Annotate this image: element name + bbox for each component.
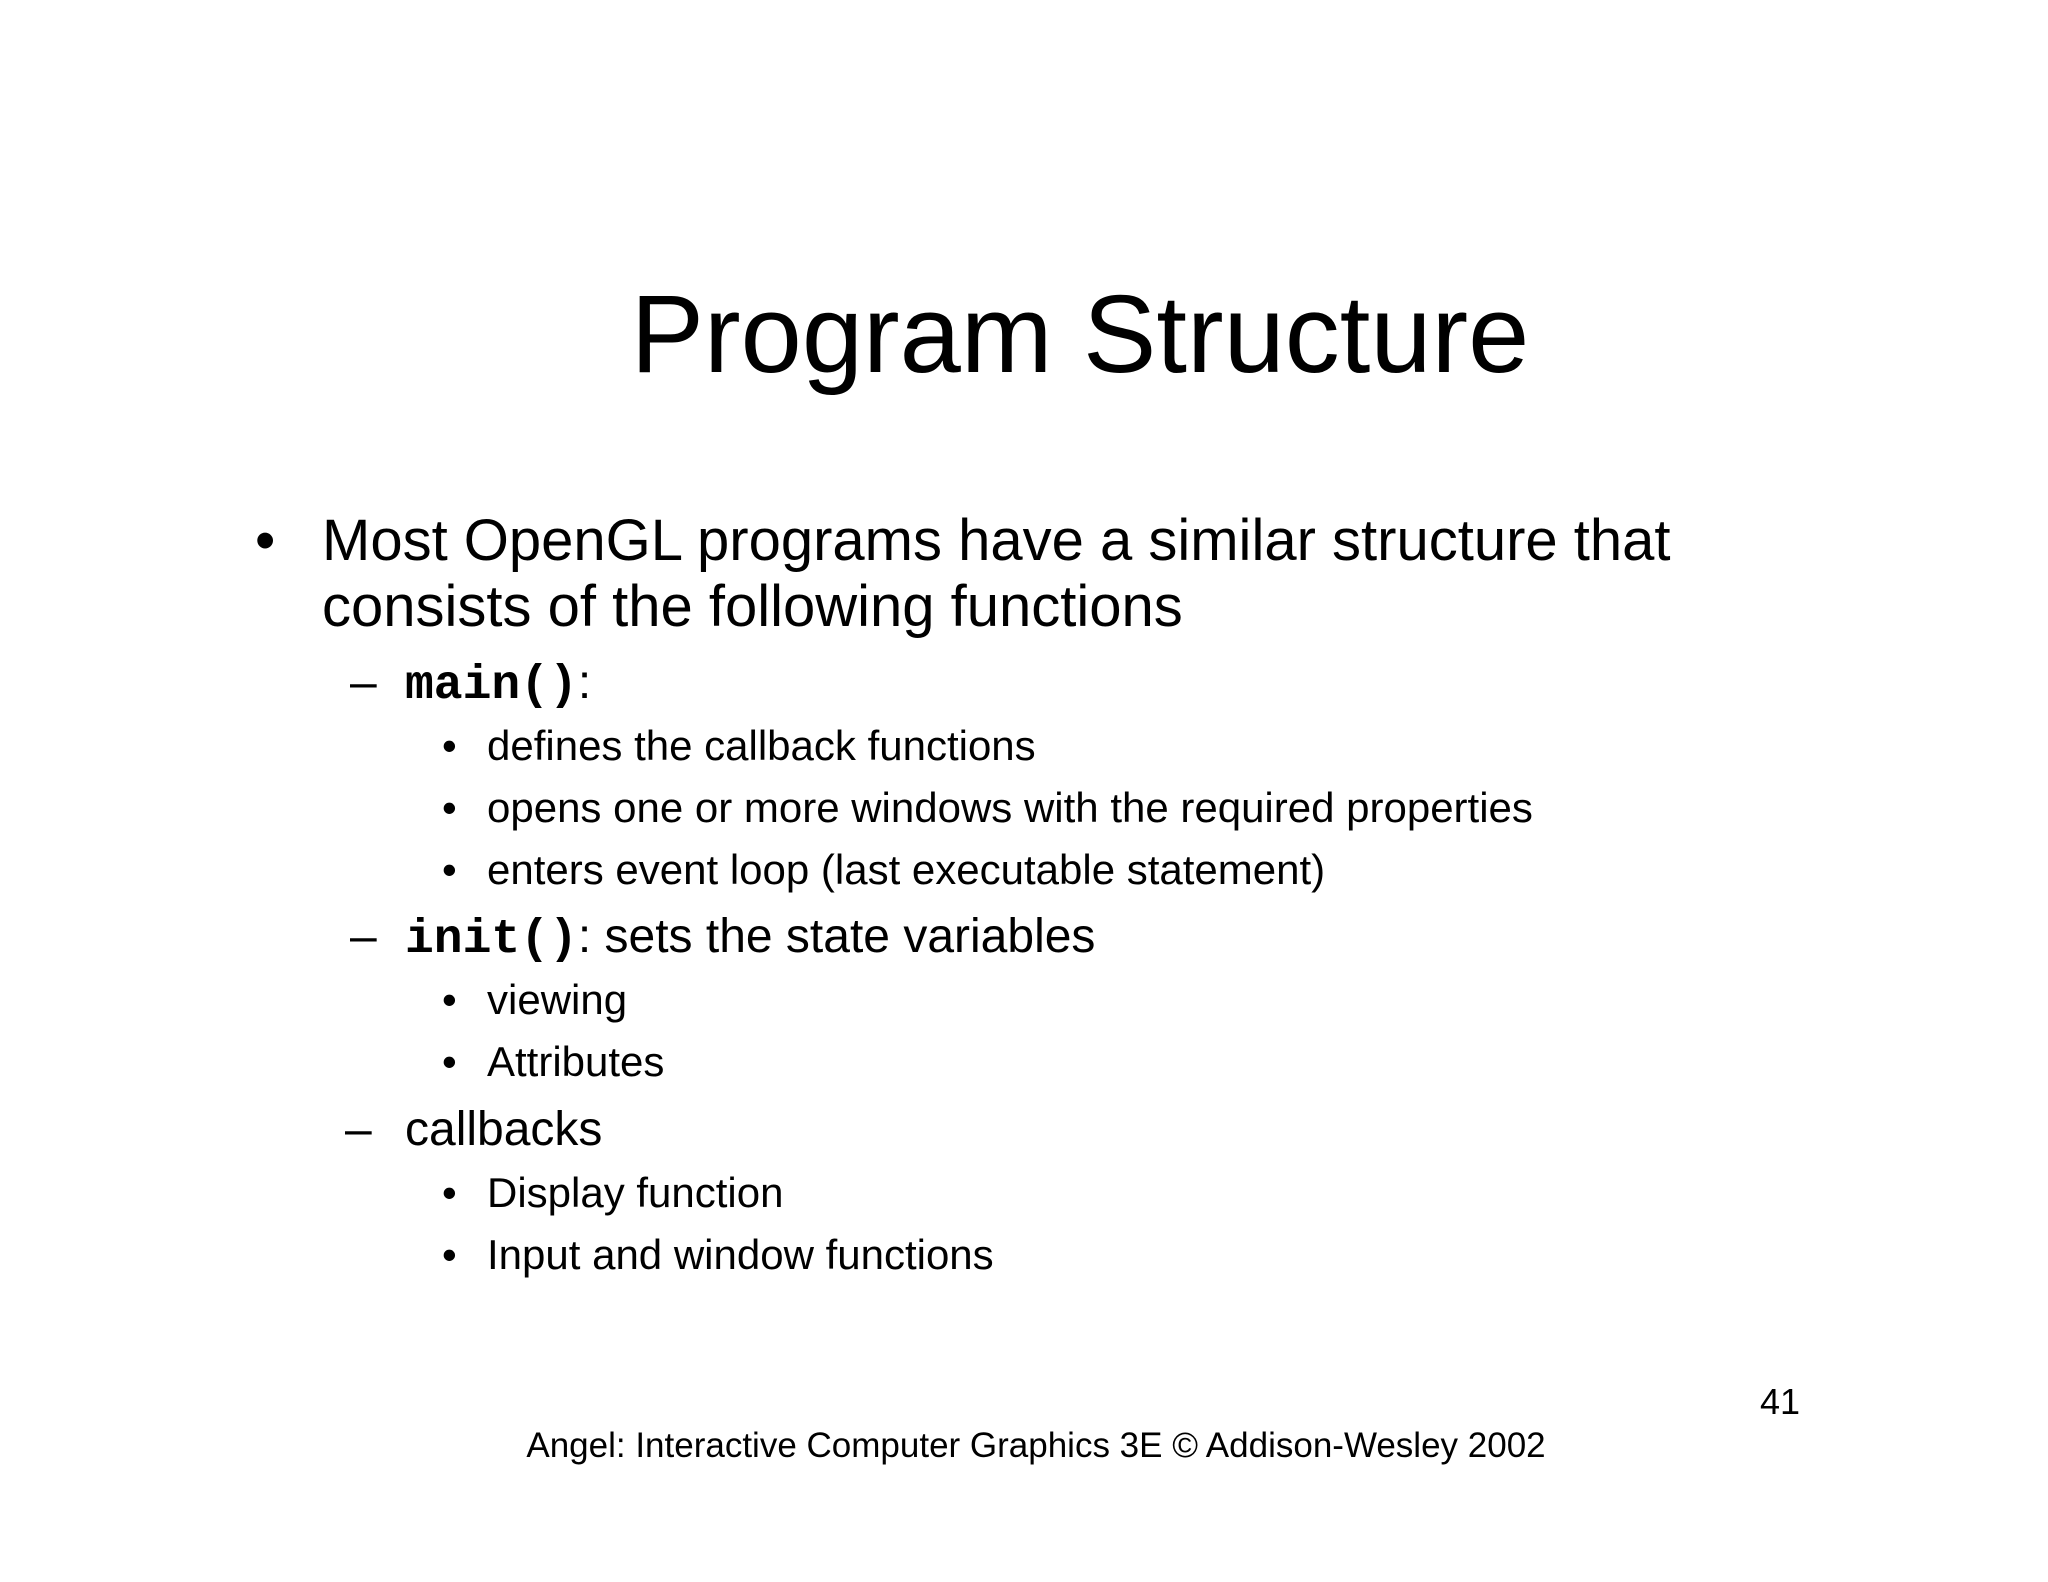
sub-item-main-text: :	[577, 656, 592, 709]
sub-item-callbacks: callbacks	[405, 1103, 603, 1156]
sub-item-init-text: : sets the state variables	[577, 910, 1096, 963]
bullet-marker: •	[255, 508, 276, 573]
bullet-marker: •	[442, 846, 457, 893]
sub-sub-item: viewing	[487, 976, 628, 1023]
sub-sub-item: opens one or more windows with the required properties	[487, 784, 1533, 831]
bullet-marker: •	[442, 784, 457, 831]
sub-sub-item: Display function	[487, 1169, 784, 1216]
bullet-text: Most OpenGL programs have a similar structure that	[322, 508, 1671, 573]
sub-sub-item: Attributes	[487, 1038, 665, 1085]
sub-sub-item: defines the callback functions	[487, 722, 1036, 769]
code-main: main()	[405, 659, 578, 713]
bullet-marker: •	[442, 722, 457, 769]
page-number: 41	[1760, 1381, 1801, 1422]
sub-item-main	[405, 655, 591, 714]
bullet-marker: •	[442, 1169, 457, 1216]
dash-marker: –	[345, 1103, 372, 1156]
bullet-marker: •	[442, 1038, 457, 1085]
dash-marker: –	[350, 910, 377, 963]
code-init: init()	[405, 913, 578, 967]
bullet-text-continuation: consists of the following functions	[322, 574, 1183, 639]
bullet-marker: •	[442, 1231, 457, 1278]
bullet-marker: •	[442, 976, 457, 1023]
sub-sub-item: enters event loop (last executable statement)	[487, 846, 1326, 893]
dash-marker: –	[350, 656, 377, 709]
footer-citation: Angel: Interactive Computer Graphics 3E © Addison-Wesley 2002	[526, 1426, 1546, 1465]
slide-title: Program Structure	[630, 273, 1530, 396]
sub-item-init	[405, 909, 1095, 968]
sub-sub-item: Input and window functions	[487, 1231, 994, 1278]
